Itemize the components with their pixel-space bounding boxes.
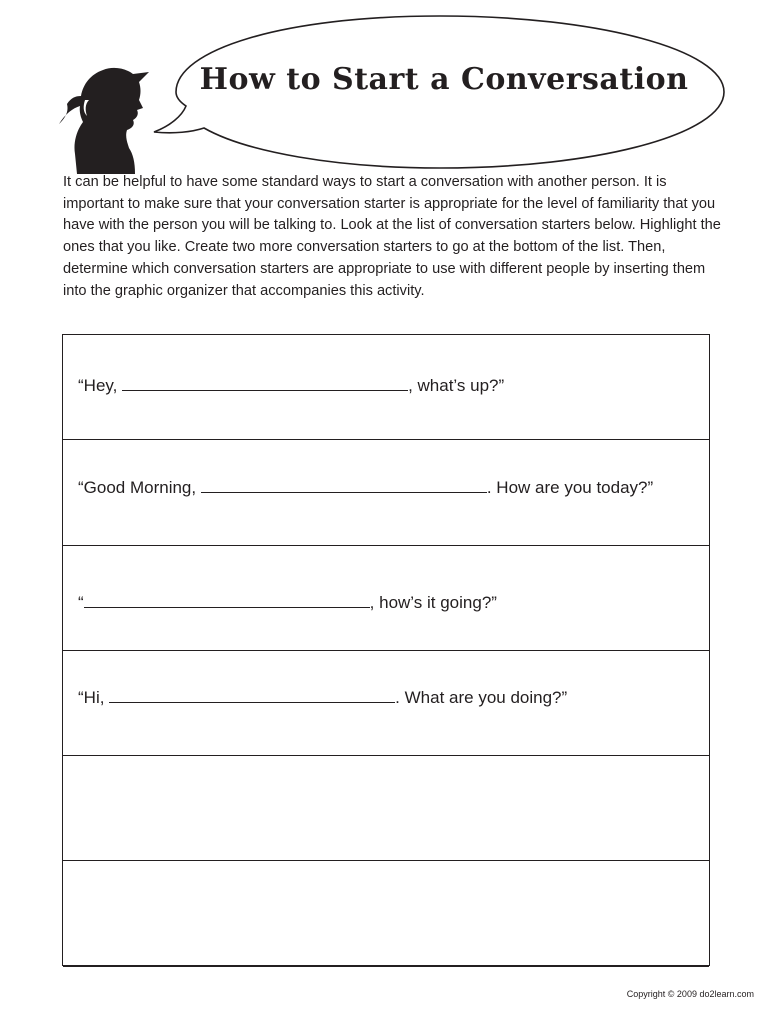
name-blank-line[interactable] xyxy=(201,478,487,493)
page-title: How to Start a Conversation xyxy=(199,62,689,97)
starter-hi: “Hi, . What are you doing?” xyxy=(78,688,568,707)
starter-good-morning: “Good Morning, . How are you today?” xyxy=(78,478,654,497)
person-silhouette-icon xyxy=(55,62,165,174)
copyright-notice: Copyright © 2009 do2learn.com xyxy=(626,989,754,999)
name-blank-line[interactable] xyxy=(84,593,370,608)
instructions-paragraph: It can be helpful to have some standard ways to start a conversation with another person. It is important to make sure that your conversation starter is appropriate for the level of familiarity that you have with the person you will be talking to. Look at the list of conversation starters below. Highlight the ones that you like. Create two more conversation starters to go at the bottom of the list. Then, determine which conversation starters are appropriate to use with different people by inserting them into the graphic organizer that accompanies this activity. xyxy=(63,174,721,299)
name-blank-line[interactable] xyxy=(109,688,395,703)
worksheet-header xyxy=(0,0,768,175)
starter-hey: “Hey, , what’s up?” xyxy=(78,376,505,395)
name-blank-line[interactable] xyxy=(122,376,408,391)
conversation-starters-table xyxy=(62,334,710,966)
starter-hows-it-going: “ , how’s it going?” xyxy=(78,593,497,612)
